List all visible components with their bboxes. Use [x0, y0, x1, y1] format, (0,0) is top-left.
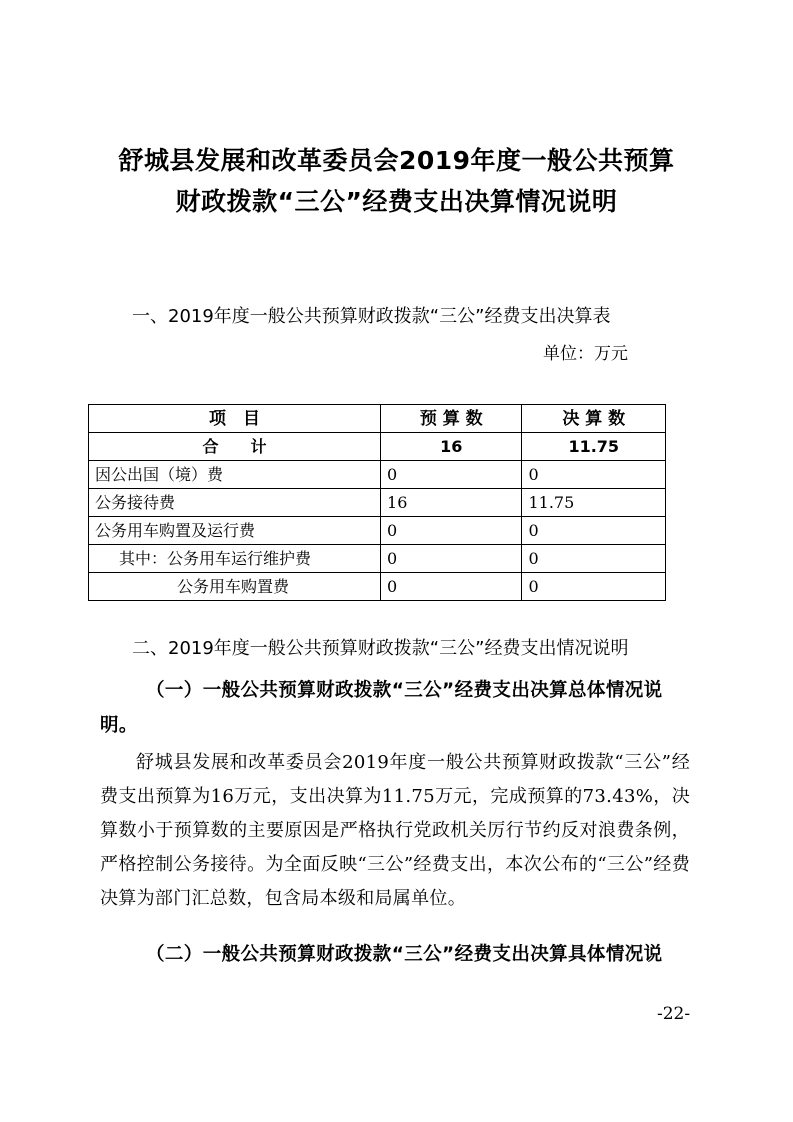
total-budget: 16: [381, 433, 522, 461]
section-1-heading: 一、2019年度一般公共预算财政拨款“三公”经费支出决算表: [132, 306, 611, 327]
row-budget: 16: [381, 489, 522, 517]
table-row: [89, 489, 666, 517]
total-actual: 11.75: [522, 433, 666, 461]
row-actual: 11.75: [522, 489, 666, 517]
row-label: 其中：公务用车运行维护费: [89, 545, 381, 573]
row-label: 公务接待费: [89, 489, 381, 517]
table-row: [89, 545, 666, 573]
subsection-2-heading: （二）一般公共预算财政拨款“三公”经费支出决算具体情况说: [146, 944, 663, 965]
page-number: -22-: [657, 1004, 691, 1024]
table-total-row: [89, 433, 666, 461]
header-budget: 预 算 数: [381, 405, 522, 433]
table-row: [89, 461, 666, 489]
row-budget: 0: [381, 517, 522, 545]
table-row: [89, 517, 666, 545]
row-actual: 0: [522, 573, 666, 601]
expenditure-table: [88, 404, 666, 601]
subsection-1-heading: （一）一般公共预算财政拨款“三公”经费支出决算总体情况说明。: [100, 680, 663, 736]
table-row: [89, 573, 666, 601]
row-label: 因公出国（境）费: [89, 461, 381, 489]
total-label: 合 计: [89, 433, 381, 461]
row-label: 公务用车购置及运行费: [89, 517, 381, 545]
document-title-line-2: 财政拨款“三公”经费支出决算情况说明: [175, 187, 618, 216]
row-budget: 0: [381, 573, 522, 601]
header-item: 项 目: [89, 405, 381, 433]
row-budget: 0: [381, 545, 522, 573]
table-header-row: [89, 405, 666, 433]
header-actual: 决 算 数: [522, 405, 666, 433]
row-budget: 0: [381, 461, 522, 489]
section-2-heading: 二、2019年度一般公共预算财政拨款“三公”经费支出情况说明: [132, 638, 629, 659]
document-title-line-1: 舒城县发展和改革委员会2019年度一般公共预算: [118, 146, 675, 175]
row-label: 公务用车购置费: [89, 573, 381, 601]
row-actual: 0: [522, 545, 666, 573]
body-paragraph: 舒城县发展和改革委员会2019年度一般公共预算财政拨款“三公”经费支出预算为16万元，支出决算为11.75万元，完成预算的73.43%，决算数小于预算数的主要原因是严格执行党政机关厉行节约反对浪费条例，严格控制公务接待。为全面反映“三公”经费支出，本次公布的“三公”经费决算为部门汇总数，包含局本级和局属单位。: [100, 752, 690, 909]
unit-label: 单位：万元: [543, 344, 628, 364]
row-actual: 0: [522, 517, 666, 545]
row-actual: 0: [522, 461, 666, 489]
